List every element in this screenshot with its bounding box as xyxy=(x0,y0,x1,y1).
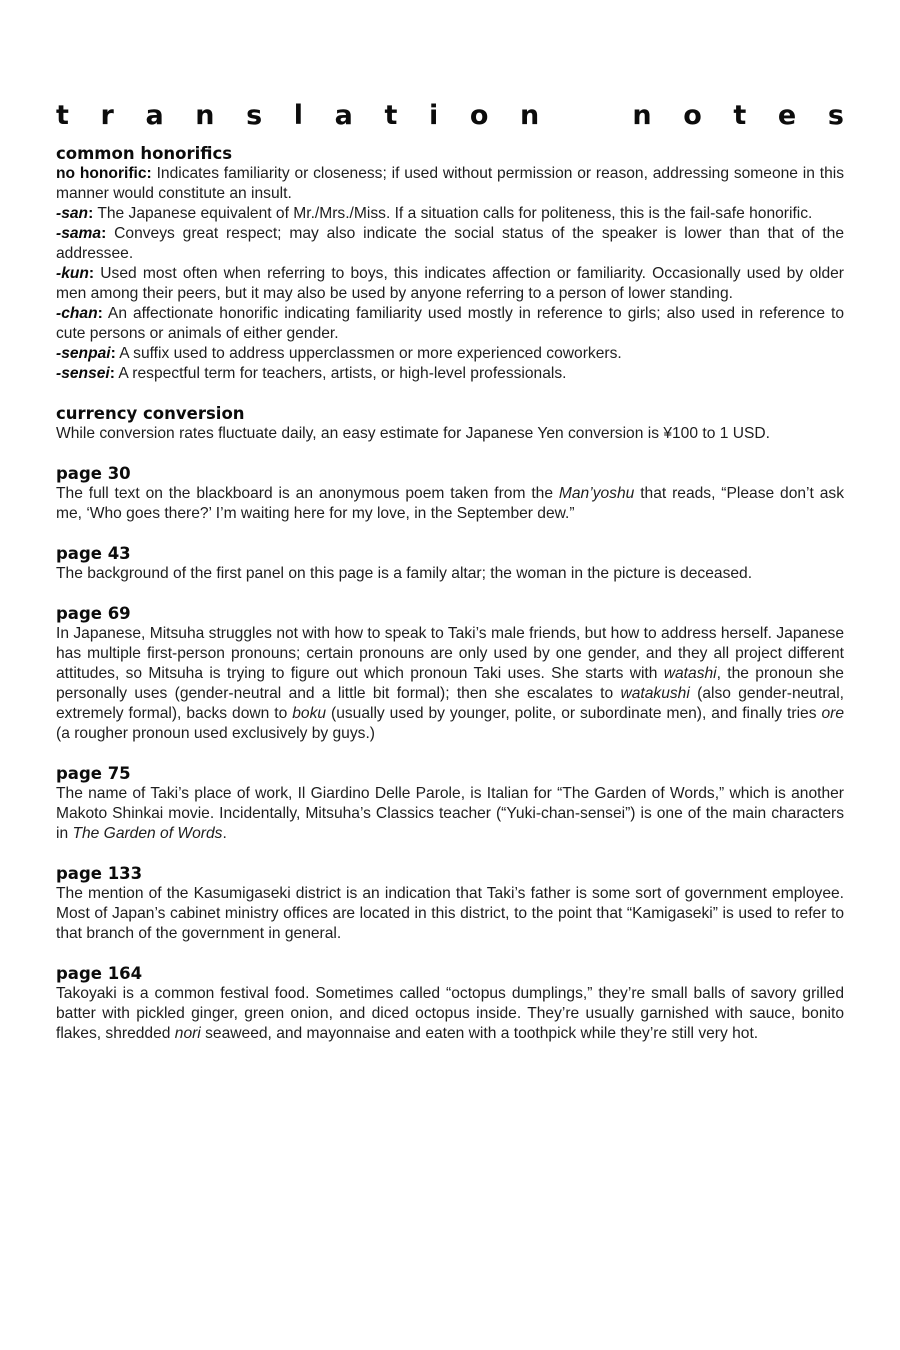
title-letter: a xyxy=(334,100,353,131)
honorific-entry xyxy=(56,304,844,344)
section-page-69 xyxy=(56,604,844,744)
honorific-entry xyxy=(56,364,844,384)
title-letter: s xyxy=(827,100,844,131)
title-letter: o xyxy=(469,100,489,131)
honorific-entry xyxy=(56,204,844,224)
italic-term: nori xyxy=(174,1025,201,1042)
term-colon: : xyxy=(88,265,95,282)
section-heading: page 30 xyxy=(56,464,131,483)
honorific-definition: An affectionate honorific indicating familiarity used mostly in reference to girls; also used in reference to cute persons or animals of either gender. xyxy=(56,305,844,342)
honorific-entry xyxy=(56,264,844,304)
text-run: Takoyaki is a common festival food. Sometimes called “octopus dumplings,” they’re small balls of savory grilled batter with pickled ginger, green onion, and diced octopus inside. They’re usually garnished with sauce, bonito flakes, shredded xyxy=(56,985,844,1042)
section-page-43 xyxy=(56,544,844,584)
honorific-term: -sensei xyxy=(56,365,110,382)
text-run: . xyxy=(222,825,227,842)
title-letter: a xyxy=(145,100,164,131)
translation-notes-page xyxy=(56,96,844,1064)
honorific-definition: A respectful term for teachers, artists, or high-level professionals. xyxy=(114,365,567,382)
title-letter: t xyxy=(56,100,69,131)
text-run: (usually used by younger, polite, or subordinate men), and finally tries xyxy=(326,705,822,722)
title-letter: i xyxy=(428,100,439,131)
title-letter: n xyxy=(519,100,540,131)
section-common-honorifics xyxy=(56,144,844,384)
section-heading: currency conversion xyxy=(56,404,245,423)
text-run: The name of Taki’s place of work, Il Giardino Delle Parole, is Italian for “The Garden of Words,” which is another Makoto Shinkai movie. Incidentally, Mitsuha’s Classics teacher (“Yuki-chan-sensei”) is one of the main characters in xyxy=(56,785,844,842)
page-title xyxy=(56,96,844,136)
text-run: , the pronoun she personally uses (gender-neutral and a little bit formal); then she escalates to xyxy=(56,665,844,702)
italic-term: ore xyxy=(821,705,844,722)
note-text xyxy=(56,784,844,844)
text-run: that reads, “Please don’t ask me, ‘Who goes there?’ I’m waiting here for my love, in the September dew.” xyxy=(56,485,844,522)
term-colon: : xyxy=(101,225,107,242)
section-page-133 xyxy=(56,864,844,944)
honorific-definition: Conveys great respect; may also indicate the social status of the speaker is lower than that of the addressee. xyxy=(56,225,844,262)
text-run: In Japanese, Mitsuha struggles not with how to speak to Taki’s male friends, but how to address herself. Japanese has multiple first-person pronouns; certain pronouns are only used by one gender, and they all project different attitudes, so Mitsuha is trying to figure out which pronoun Taki uses. She starts with xyxy=(56,625,844,682)
honorific-definition: The Japanese equivalent of Mr./Mrs./Miss. If a situation calls for politeness, this is the fail-safe honorific. xyxy=(93,205,813,222)
honorific-term: no honorific: xyxy=(56,165,152,182)
note-text: The mention of the Kasumigaseki district is an indication that Taki’s father is some sort of government employee. Most of Japan’s cabinet ministry offices are located in this district, to the point that “Kamigaseki” is used to refer to that branch of the government in general. xyxy=(56,885,844,942)
honorific-entry xyxy=(56,164,844,204)
honorific-definition: Indicates familiarity or closeness; if used without permission or reason, addressing someone in this manner would constitute an insult. xyxy=(56,165,844,202)
text-run: seaweed, and mayonnaise and eaten with a toothpick while they’re still very hot. xyxy=(200,1025,759,1042)
term-colon: : xyxy=(110,345,116,362)
honorific-entry xyxy=(56,344,844,364)
title-letter: t xyxy=(384,100,398,131)
title-letter: s xyxy=(246,100,263,131)
section-heading: page 69 xyxy=(56,604,131,623)
honorific-entry xyxy=(56,224,844,264)
note-text xyxy=(56,624,844,744)
note-text xyxy=(56,484,844,524)
title-letter: l xyxy=(293,100,304,131)
section-heading: page 164 xyxy=(56,964,143,983)
title-letter: e xyxy=(777,100,797,131)
term-colon: : xyxy=(109,365,115,382)
text-run: (a rougher pronoun used exclusively by guys.) xyxy=(56,725,375,742)
honorific-term: -chan xyxy=(56,305,98,322)
title-letter: o xyxy=(683,100,702,131)
note-text: The background of the first panel on this page is a family altar; the woman in the picture is deceased. xyxy=(56,565,753,582)
honorific-term: -kun xyxy=(56,265,89,282)
note-text: While conversion rates fluctuate daily, an easy estimate for Japanese Yen conversion is ¥100 to 1 USD. xyxy=(56,425,770,442)
italic-term: Man’yoshu xyxy=(558,485,635,502)
section-heading: page 75 xyxy=(56,764,131,783)
term-colon: : xyxy=(97,305,103,322)
honorific-term: -san xyxy=(56,205,89,222)
honorific-definition: A suffix used to address upperclassmen or more experienced coworkers. xyxy=(115,345,622,362)
title-letter: n xyxy=(632,100,652,131)
section-page-30 xyxy=(56,464,844,524)
text-run: The full text on the blackboard is an anonymous poem taken from the xyxy=(56,485,559,502)
section-page-75 xyxy=(56,764,844,844)
section-page-164 xyxy=(56,964,844,1044)
italic-term: watakushi xyxy=(620,685,690,702)
italic-term: boku xyxy=(292,705,327,722)
honorific-term: -sama xyxy=(56,225,102,242)
section-heading: page 133 xyxy=(56,864,143,883)
section-heading: common honorifics xyxy=(56,144,233,163)
note-text xyxy=(56,984,844,1044)
section-heading: page 43 xyxy=(56,544,131,563)
honorific-term: -senpai xyxy=(56,345,111,362)
italic-term: The Garden of Words xyxy=(72,825,223,842)
title-letter: n xyxy=(195,100,215,131)
title-letter: r xyxy=(100,100,114,131)
text-run: (also gender-neutral, extremely formal), backs down to xyxy=(56,685,844,722)
honorific-definition: Used most often when referring to boys, this indicates affection or familiarity. Occasionally used by older men among their peers, but it may also be used by anyone referring to a person of lower standing. xyxy=(56,265,844,302)
section-currency-conversion xyxy=(56,404,844,444)
title-letter: t xyxy=(733,100,747,131)
italic-term: watashi xyxy=(663,665,717,682)
term-colon: : xyxy=(88,205,94,222)
